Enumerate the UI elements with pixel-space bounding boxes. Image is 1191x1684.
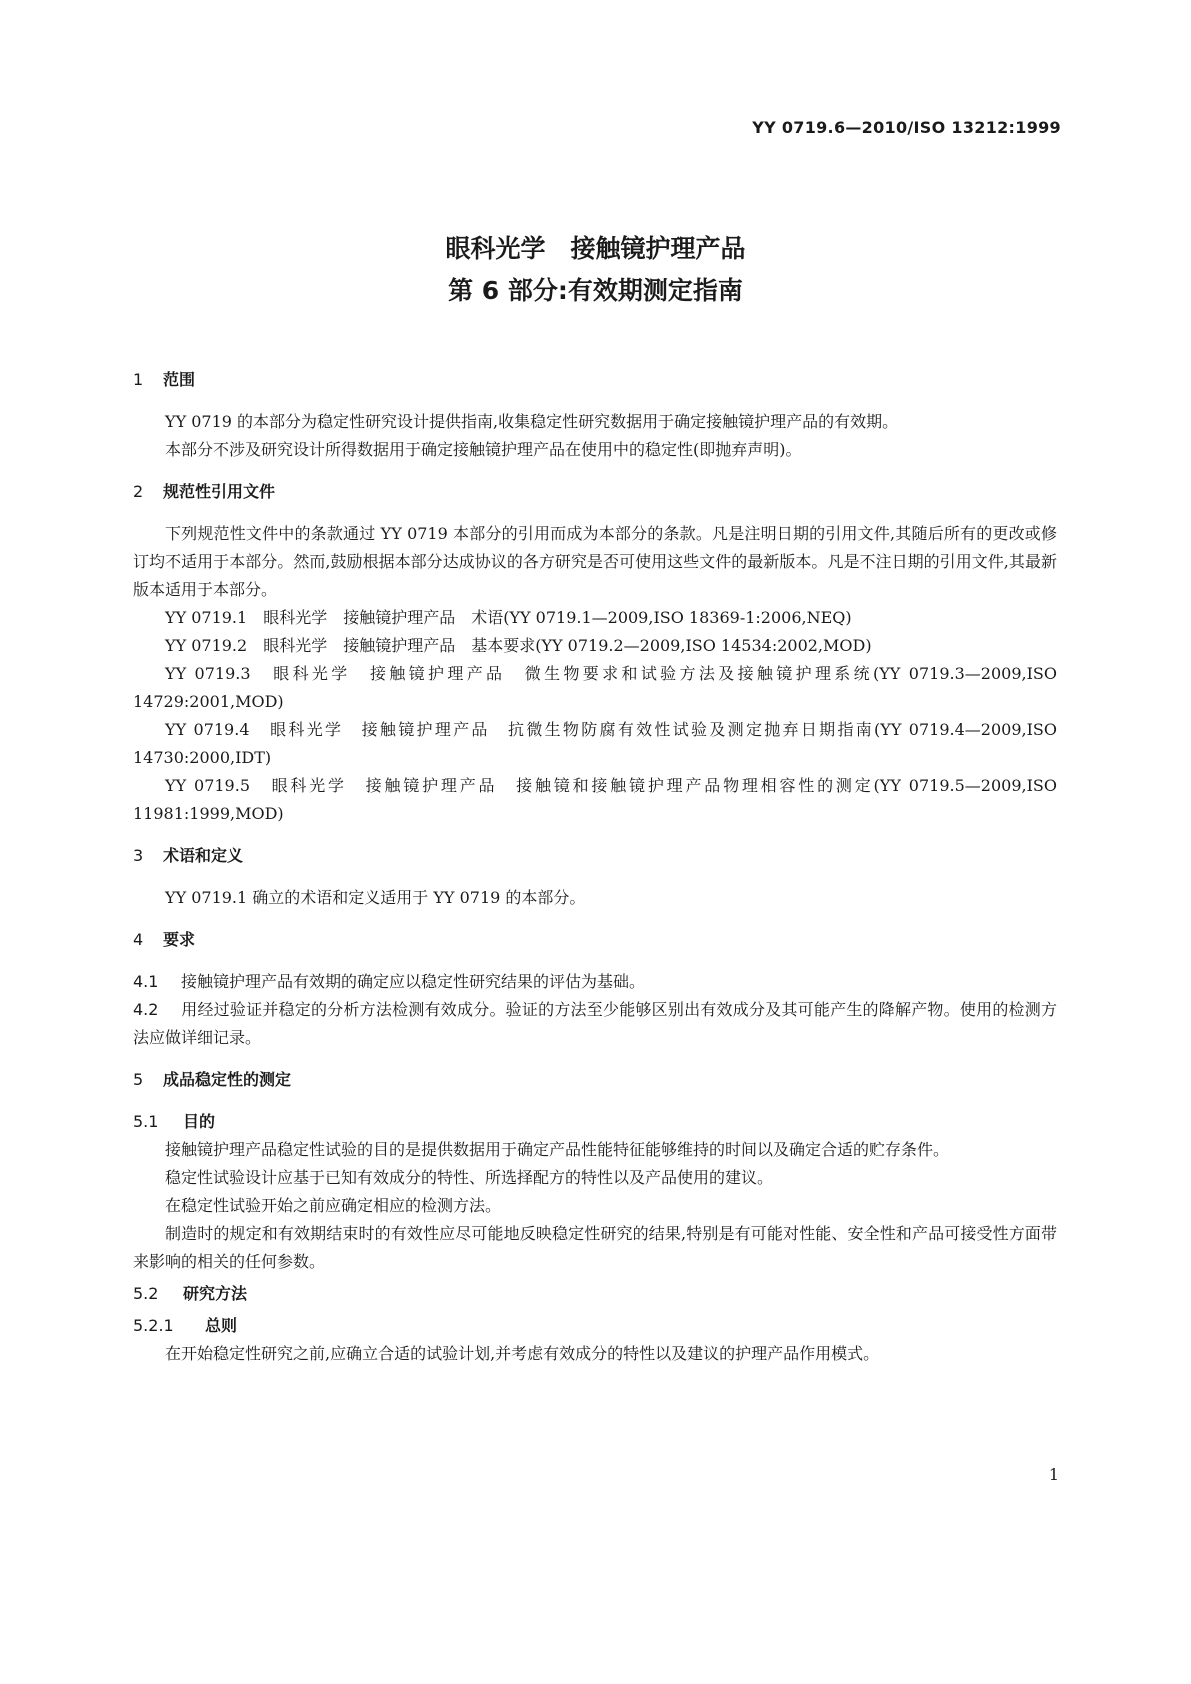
page-number: 1 (1048, 1465, 1059, 1484)
subsection-heading-5-2-1 (133, 1312, 1057, 1340)
section-number: 3 (133, 846, 144, 865)
section-heading-3 (133, 842, 1057, 870)
paragraph: YY 0719.1 确立的术语和定义适用于 YY 0719 的本部分。 (165, 888, 586, 907)
section-title: 范围 (163, 370, 196, 389)
title-line-1: 眼科光学 接触镜护理产品 (445, 234, 746, 263)
clause-text: 接触镜护理产品有效期的确定应以稳定性研究结果的评估为基础。 (181, 972, 646, 991)
clause-number: 4.2 (133, 1000, 159, 1019)
section-title: 规范性引用文件 (163, 482, 276, 501)
paragraph: 在开始稳定性研究之前,应确立合适的试验计划,并考虑有效成分的特性以及建议的护理产品作用模式。 (165, 1344, 880, 1363)
paragraph: 本部分不涉及研究设计所得数据用于确定接触镜护理产品在使用中的稳定性(即抛弃声明)。 (165, 440, 802, 459)
section-number: 5 (133, 1070, 144, 1089)
reference-item: YY 0719.5 眼科光学 接触镜护理产品 接触镜和接触镜护理产品物理相容性的测定(YY 0719.5—2009,ISO 11981:1999,MOD) (133, 776, 1057, 823)
subsection-number: 5.2.1 (133, 1316, 174, 1335)
section-title: 成品稳定性的测定 (163, 1070, 292, 1089)
subsection-title: 目的 (183, 1112, 216, 1131)
subsection-number: 5.2 (133, 1284, 159, 1303)
section-number: 4 (133, 930, 144, 949)
reference-item: YY 0719.4 眼科光学 接触镜护理产品 抗微生物防腐有效性试验及测定抛弃日期指南(YY 0719.4—2009,ISO 14730:2000,IDT) (133, 720, 1057, 767)
reference-item: YY 0719.1 眼科光学 接触镜护理产品 术语(YY 0719.1—2009,ISO 18369-1:2006,NEQ) (165, 608, 852, 627)
document-title (0, 228, 1191, 312)
subsection-heading-5-2 (133, 1280, 1057, 1308)
section-heading-5 (133, 1066, 1057, 1094)
reference-item: YY 0719.3 眼科光学 接触镜护理产品 微生物要求和试验方法及接触镜护理系统(YY 0719.3—2009,ISO 14729:2001,MOD) (133, 664, 1057, 711)
paragraph: 稳定性试验设计应基于已知有效成分的特性、所选择配方的特性以及产品使用的建议。 (165, 1168, 774, 1187)
paragraph: YY 0719 的本部分为稳定性研究设计提供指南,收集稳定性研究数据用于确定接触镜护理产品的有效期。 (165, 412, 899, 431)
subsection-title: 研究方法 (183, 1284, 248, 1303)
paragraph: 制造时的规定和有效期结束时的有效性应尽可能地反映稳定性研究的结果,特别是有可能对性能、安全性和产品可接受性方面带来影响的相关的任何参数。 (133, 1224, 1057, 1271)
section-heading-4 (133, 926, 1057, 954)
clause-number: 4.1 (133, 972, 159, 991)
paragraph: 在稳定性试验开始之前应确定相应的检测方法。 (165, 1196, 502, 1215)
section-number: 2 (133, 482, 144, 501)
section-number: 1 (133, 370, 144, 389)
subsection-number: 5.1 (133, 1112, 159, 1131)
title-line-2: 第 6 部分:有效期测定指南 (448, 276, 743, 305)
standard-code: YY 0719.6—2010/ISO 13212:1999 (752, 118, 1061, 137)
clause-4-2 (133, 996, 1057, 1052)
paragraph: 下列规范性文件中的条款通过 YY 0719 本部分的引用而成为本部分的条款。凡是注明日期的引用文件,其随后所有的更改或修订均不适用于本部分。然而,鼓励根据本部分达成协议的各方研究是否可使用这些文件的最新版本。凡是不注日期的引用文件,其最新版本适用于本部分。 (133, 524, 1057, 599)
clause-text: 用经过验证并稳定的分析方法检测有效成分。验证的方法至少能够区别出有效成分及其可能产生的降解产物。使用的检测方法应做详细记录。 (133, 1000, 1057, 1047)
section-title: 术语和定义 (163, 846, 244, 865)
clause-4-1 (133, 968, 1057, 996)
subsection-heading-5-1 (133, 1108, 1057, 1136)
section-heading-2 (133, 478, 1057, 506)
section-title: 要求 (163, 930, 196, 949)
section-heading-1 (133, 366, 1057, 394)
paragraph: 接触镜护理产品稳定性试验的目的是提供数据用于确定产品性能特征能够维持的时间以及确定合适的贮存条件。 (165, 1140, 950, 1159)
document-body (133, 366, 1057, 1368)
reference-item: YY 0719.2 眼科光学 接触镜护理产品 基本要求(YY 0719.2—2009,ISO 14534:2002,MOD) (165, 636, 872, 655)
subsection-title: 总则 (205, 1316, 238, 1335)
